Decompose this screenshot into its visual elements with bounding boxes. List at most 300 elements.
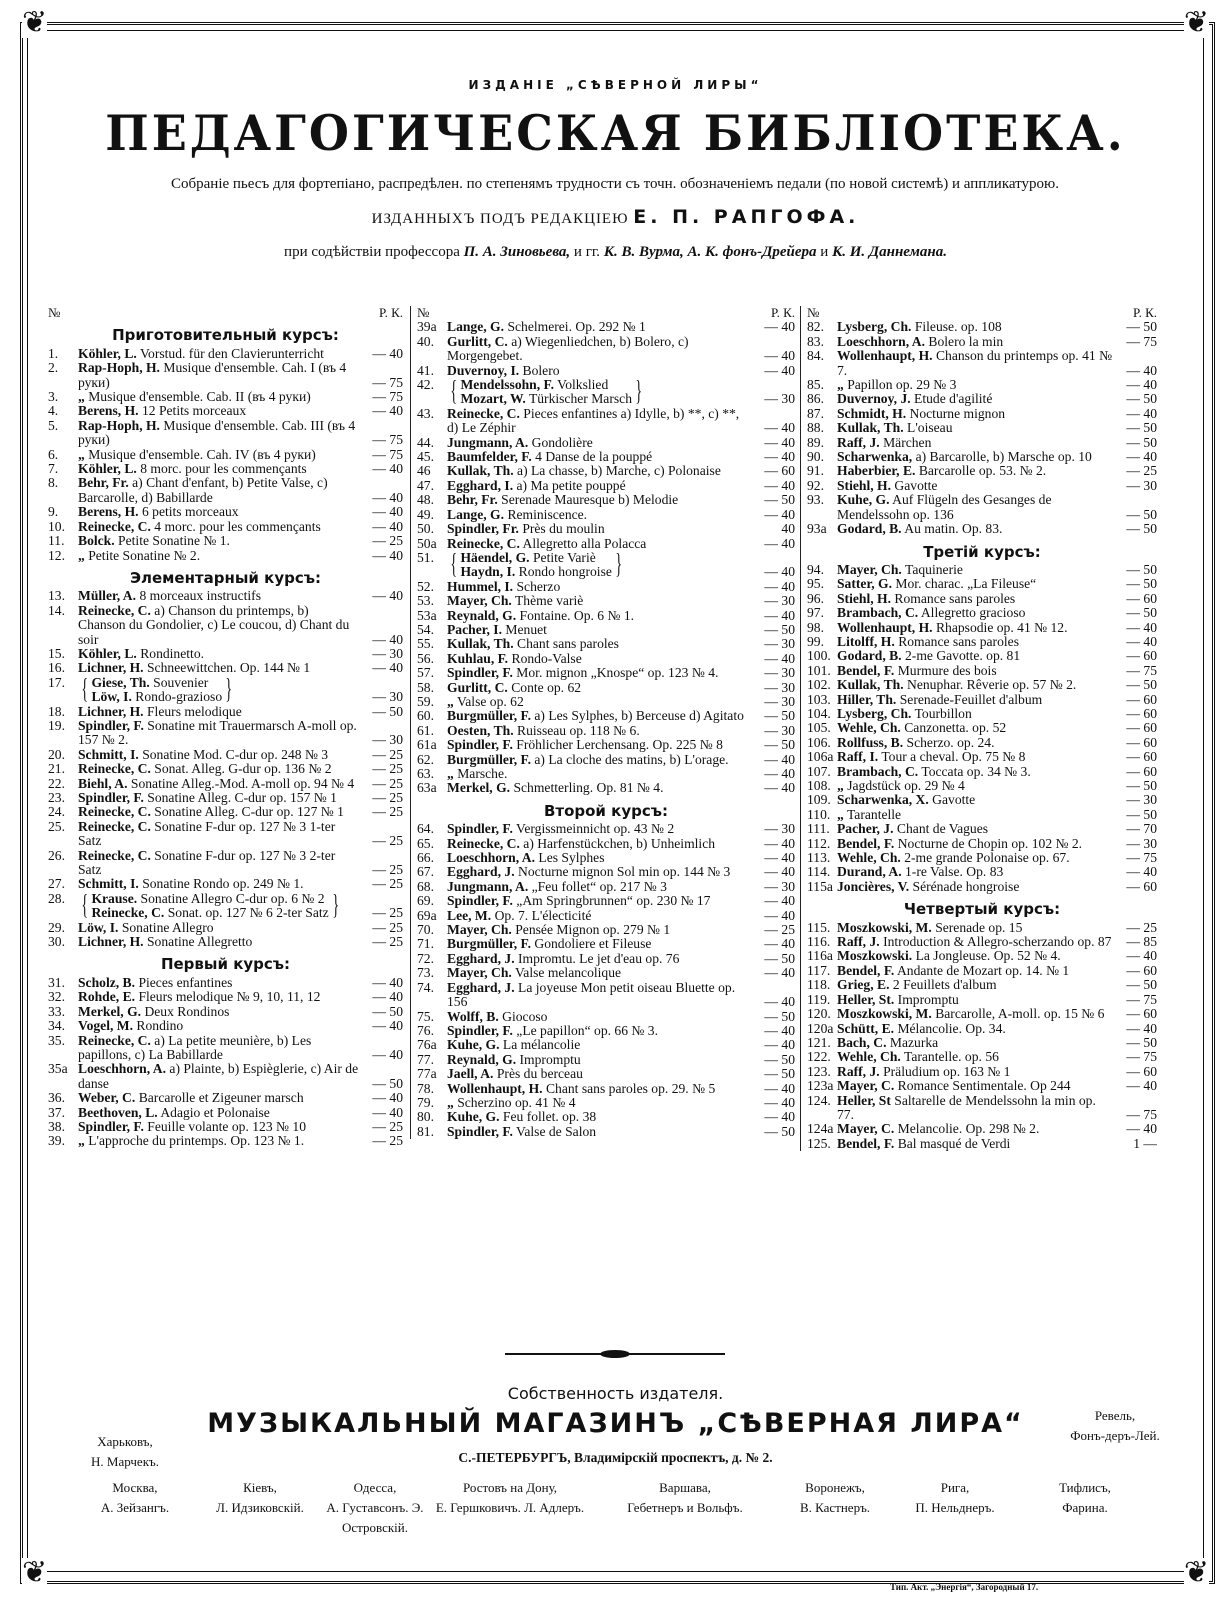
work-title: Canzonetta. op. 52: [904, 720, 1007, 736]
catalog-column-2: [410, 306, 795, 1139]
composer: Kullak, Th.: [837, 677, 904, 693]
entry-number: 58.: [417, 679, 434, 695]
work-title: Sérénade hongroise: [912, 878, 1020, 894]
catalog-entry: [807, 1094, 1157, 1123]
entry-number: 113.: [807, 850, 831, 866]
composer: Wehle, Ch.: [837, 720, 901, 736]
composer: Scharwenka, X.: [837, 792, 929, 808]
composer: Merkel, G.: [78, 1003, 142, 1019]
composer: Gurlitt, C.: [447, 679, 508, 695]
entry-number: 81.: [417, 1123, 434, 1139]
entry-text: [837, 320, 1117, 334]
composer: Rollfuss, B.: [837, 734, 904, 750]
catalog-entry: [807, 808, 1157, 822]
composer: Mozart, W.: [460, 391, 526, 407]
work-title: a) Plainte, b) Espièglerie, c) Air de danse: [78, 1061, 359, 1091]
composer: „: [837, 377, 844, 393]
entry-number: 21.: [48, 761, 65, 777]
entry-number: 11.: [48, 533, 65, 549]
work-title: 2 Feuillets d'album: [892, 977, 997, 993]
entry-number: 26.: [48, 847, 65, 863]
entry-text: [447, 880, 755, 894]
composer: Spindler, F.: [447, 665, 513, 681]
catalog-entry: [417, 580, 795, 594]
work-title: Tarantelle. op. 56: [903, 1049, 999, 1065]
composer: Godard, B.: [837, 648, 902, 664]
assist-text: при содѣйствіи профессора: [284, 244, 460, 260]
entry-number: 76a: [417, 1037, 437, 1053]
composer: Bolck.: [78, 533, 115, 549]
work-title: Gondoliere et Fileuse: [534, 936, 652, 952]
entry-price: — 40: [372, 518, 403, 534]
entry-text: [78, 805, 363, 819]
entry-number: 120.: [807, 1006, 831, 1022]
catalog-entry: [417, 450, 795, 464]
entry-price: — 50: [1126, 521, 1157, 537]
entry-text: [447, 952, 755, 966]
entry-text: [78, 520, 363, 534]
entry-number: 98.: [807, 619, 824, 635]
work-title: Impromptu: [519, 1051, 581, 1067]
composer: Jaell, A.: [447, 1066, 494, 1082]
work-title: Rondino: [136, 1018, 184, 1034]
entry-text: [837, 851, 1117, 865]
composer: Hummel, I.: [447, 578, 514, 594]
entry-price: — 40: [372, 974, 403, 990]
entry-text: [78, 877, 363, 891]
entry-number: 121.: [807, 1034, 831, 1050]
composer: Behr, Fr.: [447, 492, 498, 508]
entry-number: 97.: [807, 605, 824, 621]
composer: Durand, A.: [837, 864, 902, 880]
corner-ornament-icon: ❦: [1183, 6, 1209, 39]
entry-price: — 60: [1126, 734, 1157, 750]
work-title: Rhapsodie op. 41 № 12.: [935, 619, 1068, 635]
entry-number: 50.: [417, 521, 434, 537]
entry-price: — 40: [1126, 1020, 1157, 1036]
entry-price: — 30: [1126, 835, 1157, 851]
entry-text: [447, 709, 755, 723]
entry-price: — 40: [372, 660, 403, 676]
entry-text: [837, 921, 1117, 935]
entry-price: — 40: [764, 965, 795, 981]
entry-number: 4.: [48, 403, 59, 419]
entry-text: [837, 1094, 1117, 1123]
composer: Pacher, J.: [837, 821, 894, 837]
catalog-entry: [48, 877, 403, 891]
branch-agent: [880, 1478, 1030, 1518]
entry-text: [78, 589, 363, 603]
catalog-entry: [417, 594, 795, 608]
composer: Wehle, Ch.: [837, 850, 901, 866]
entry-price: — 25: [372, 1118, 403, 1134]
catalog-entry: [807, 837, 1157, 851]
catalog-entry: [48, 404, 403, 418]
catalog-entry: [807, 993, 1157, 1007]
entry-number: 93.: [807, 492, 824, 508]
entry-text: [447, 493, 755, 507]
entry-price: — 40: [372, 1018, 403, 1034]
catalog-entry: [48, 990, 403, 1004]
entry-price: — 50: [1126, 977, 1157, 993]
catalog-entry: [417, 1125, 795, 1139]
entry-number: 88.: [807, 420, 824, 436]
entry-number: 46: [417, 463, 431, 479]
entry-price: — 60: [1126, 691, 1157, 707]
entry-number: 44.: [417, 434, 434, 450]
entry-price: — 40: [372, 1104, 403, 1120]
entry-price: — 50: [764, 1051, 795, 1067]
composer: Egghard, J.: [447, 864, 515, 880]
work-title: Sonat. Alleg. G-dur op. 136 № 2: [154, 761, 332, 777]
entry-number: 91.: [807, 463, 824, 479]
entry-price: — 40: [764, 348, 795, 364]
work-title: Fleurs melodique № 9, 10, 11, 12: [138, 989, 321, 1005]
work-title: Allegretto alla Polacca: [522, 535, 647, 551]
work-title: Sonatine Mod. C-dur op. 248 № 3: [142, 746, 329, 762]
catalog-entry: [48, 520, 403, 534]
entry-price: — 40: [372, 631, 403, 647]
catalog-entry: [48, 935, 403, 949]
entry-price: — 25: [372, 804, 403, 820]
entry-text: [837, 1122, 1117, 1136]
composer: Moszkowski, M.: [837, 919, 932, 935]
brace-icon: {: [81, 674, 89, 706]
catalog-entry: [417, 1096, 795, 1110]
entry-text: [447, 652, 755, 666]
entry-price: — 50: [1126, 677, 1157, 693]
composer: Löw, I.: [78, 919, 119, 935]
entry-text: [837, 822, 1117, 836]
composer: Lichner, H.: [78, 934, 144, 950]
entry-number: 13.: [48, 588, 65, 604]
composer: Reinecke, C.: [78, 602, 151, 618]
work-title: Chant de Vagues: [896, 821, 989, 837]
catalog-entry: [417, 894, 795, 908]
entry-number: 89.: [807, 434, 824, 450]
work-title: „Le papillon“ op. 66 № 3.: [516, 1022, 658, 1038]
work-title: Märchen: [883, 434, 932, 450]
work-title: Rondinetto.: [140, 645, 205, 661]
entry-number: 40.: [417, 333, 434, 349]
entry-text: [837, 721, 1117, 735]
composer: Köhler, L.: [78, 345, 137, 361]
entry-text: [837, 563, 1117, 577]
catalog-entry: [807, 450, 1157, 464]
catalog-entry: [807, 750, 1157, 764]
catalog-entry: [807, 407, 1157, 421]
entry-price: — 25: [1126, 463, 1157, 479]
entry-text: [447, 681, 755, 695]
work-title: Chanson du printemps op. 41 № 7.: [837, 348, 1113, 378]
entry-price: 1 —: [1133, 1135, 1157, 1151]
entry-price: — 25: [372, 919, 403, 935]
entry-price: — 40: [764, 850, 795, 866]
branch-city: Ревель,: [1094, 1408, 1136, 1423]
work-title: „Am Springbrunnen“ op. 230 № 17: [516, 893, 711, 909]
page-title: ПЕДАГОГИЧЕСКАЯ БИБЛІОТЕКА.: [105, 104, 1126, 162]
work-title: Fleurs melodique: [147, 703, 242, 719]
catalog-entry: [807, 577, 1157, 591]
entry-number: 48.: [417, 492, 434, 508]
catalog-entry: [48, 1005, 403, 1019]
work-title: Fileuse. op. 108: [914, 319, 1002, 335]
work-title: 8 morceaux instructifs: [139, 588, 261, 604]
work-title: Impromtu. Le jet d'eau op. 76: [518, 950, 680, 966]
entry-text: [447, 464, 755, 478]
work-title: Rondo-grazioso: [135, 689, 223, 705]
entry-number: 120a: [807, 1020, 834, 1036]
entry-number: 18.: [48, 703, 65, 719]
work-title: 4 Danse de la pouppé: [535, 449, 653, 465]
composer: Stiehl, H.: [837, 477, 892, 493]
entry-number: 80.: [417, 1109, 434, 1125]
catalog-entry: [417, 981, 795, 1010]
work-title: a) La petite meunière, b) Les papillons, c) La Babillarde: [78, 1032, 312, 1062]
entry-price: — 40: [372, 504, 403, 520]
composer: Bendel, F.: [837, 962, 895, 978]
composer: Hiller, Th.: [837, 691, 897, 707]
entry-text: [837, 964, 1117, 978]
entry-text: [447, 522, 755, 536]
work-title: Scherzo. op. 24.: [906, 734, 995, 750]
catalog-entry: [48, 1106, 403, 1120]
entry-text: [837, 378, 1117, 392]
work-title: Präludium op. 163 № 1: [883, 1063, 1011, 1079]
composer: Berens, H.: [78, 504, 139, 520]
catalog-entry: [417, 837, 795, 851]
work-title: Sonatine Rondo op. 249 № 1.: [142, 876, 304, 892]
branch-agent: [1040, 1406, 1190, 1446]
composer: Jungmann, A.: [447, 434, 529, 450]
work-title: Fontaine. Op. 6 № 1.: [519, 607, 635, 623]
entry-text: [78, 462, 363, 476]
entry-number: 31.: [48, 974, 65, 990]
work-title: Valse melancolique: [514, 965, 622, 981]
entry-text: [447, 837, 755, 851]
entry-text: [447, 580, 755, 594]
entry-number: 122.: [807, 1049, 831, 1065]
catalog-entry: [48, 448, 403, 462]
entry-number: 16.: [48, 660, 65, 676]
column-number-header: №: [417, 305, 430, 320]
entry-price: — 70: [1126, 821, 1157, 837]
catalog-entry: [48, 748, 403, 762]
work-title: Papillon op. 29 № 3: [847, 377, 957, 393]
entry-number: 124a: [807, 1121, 834, 1137]
entry-price: — 50: [1126, 576, 1157, 592]
composer: Jungmann, A.: [447, 878, 529, 894]
entry-number: 115.: [807, 919, 831, 935]
catalog-entry: [807, 464, 1157, 478]
entry-text: [78, 347, 363, 361]
entry-text: [78, 404, 363, 418]
composer: Krause.: [91, 890, 138, 906]
catalog-entry: [417, 781, 795, 795]
composer: Moszkowski, M.: [837, 1006, 932, 1022]
entry-price: — 40: [764, 564, 795, 580]
work-title: 2-me Gavotte. op. 81: [905, 648, 1021, 664]
entry-text: [837, 436, 1117, 450]
entry-text: [447, 865, 755, 879]
entry-text: [447, 1110, 755, 1124]
entry-price: — 40: [764, 907, 795, 923]
entry-number: 6.: [48, 446, 59, 462]
entry-price: — 50: [1126, 605, 1157, 621]
work-title: Mélancolie. Op. 34.: [897, 1020, 1006, 1036]
catalog-entry: [807, 421, 1157, 435]
entry-number: 107.: [807, 763, 831, 779]
work-title: L'approche du printemps. Op. 123 № 1.: [88, 1133, 305, 1149]
entry-text: [447, 378, 755, 407]
entry-text: [837, 606, 1117, 620]
entry-price: — 40: [764, 893, 795, 909]
branch-city: Одесса,: [353, 1480, 397, 1495]
entry-number: 62.: [417, 751, 434, 767]
work-title: Barcarolle et Zigeuner marsch: [138, 1090, 304, 1106]
entry-price: — 25: [372, 1133, 403, 1149]
entry-number: 73.: [417, 965, 434, 981]
entry-number: 53a: [417, 607, 437, 623]
subtitle: Собраніе пьесъ для фортепіано, распредѣлен. по степенямъ трудности съ точн. обозначеніемъ педали (по новой системѣ) и аппликатурою.: [171, 176, 1059, 192]
composer: Burgmüller, F.: [447, 708, 531, 724]
catalog-entry: [417, 378, 795, 407]
catalog-entry: [417, 320, 795, 334]
composer: Burgmüller, F.: [447, 751, 531, 767]
corner-ornament-icon: ❦: [22, 6, 48, 39]
entry-text: [78, 1019, 363, 1033]
entry-text: [447, 767, 755, 781]
entry-price: — 30: [764, 878, 795, 894]
entry-price: — 75: [1126, 991, 1157, 1007]
composer: Brambach, C.: [837, 763, 919, 779]
entry-number: 25.: [48, 818, 65, 834]
composer: Raff, J.: [837, 434, 880, 450]
entry-price: — 40: [372, 461, 403, 477]
work-title: Sonatine Alleg.-Mod. A-moll op. 94 № 4: [130, 775, 355, 791]
entry-price: — 30: [764, 679, 795, 695]
composer: Wollenhaupt, H.: [447, 1080, 543, 1096]
catalog-entry: [417, 822, 795, 836]
catalog-entry: [807, 678, 1157, 692]
entry-number: 119.: [807, 991, 831, 1007]
composer: Rohde, E.: [78, 989, 136, 1005]
work-title: Etude d'agilité: [914, 391, 993, 407]
composer: Lichner, H.: [78, 703, 144, 719]
brace-icon: {: [450, 376, 458, 408]
work-title: Introduction & Allegro-scherzando op. 87: [883, 934, 1112, 950]
work-title: Musique d'ensemble. Cah. I (въ 4 руки): [78, 360, 347, 390]
entry-number: 94.: [807, 561, 824, 577]
composer: Kullak, Th.: [447, 636, 514, 652]
work-title: Vorstud. für den Clavierunterricht: [139, 345, 324, 361]
entry-text: [78, 1120, 363, 1134]
entry-price: — 30: [764, 636, 795, 652]
entry-price: — 50: [1126, 778, 1157, 793]
composer: Baumfelder, F.: [447, 449, 532, 465]
catalog-entry: [417, 1110, 795, 1124]
entry-number: 52.: [417, 578, 434, 594]
catalog-entry: [48, 462, 403, 476]
entry-text: [78, 661, 363, 675]
entry-price: — 25: [764, 922, 795, 938]
catalog-entry: [417, 637, 795, 651]
entry-text: [78, 935, 363, 949]
entry-price: — 25: [372, 905, 403, 921]
composer: Giese, Th.: [91, 674, 150, 690]
composer: Duvernoy, I.: [447, 362, 520, 378]
catalog-entry: [807, 851, 1157, 865]
work-title: Murmure des bois: [897, 662, 997, 678]
entry-text: [837, 1022, 1117, 1036]
work-title: L'oiseau: [907, 420, 953, 436]
composer: „: [78, 446, 85, 462]
work-title: a) Barcarolle, b) Marsche op. 10: [915, 449, 1092, 465]
work-title: Bolero la min: [928, 333, 1004, 349]
entry-number: 24.: [48, 804, 65, 820]
entry-text: [78, 534, 363, 548]
entry-price: — 60: [1126, 1063, 1157, 1079]
entry-price: — 30: [764, 821, 795, 837]
entry-number: 106.: [807, 734, 831, 750]
work-title: Tourbillon: [914, 705, 972, 721]
entry-price: — 40: [764, 319, 795, 335]
entry-price: — 40: [372, 1046, 403, 1062]
entry-number: 53.: [417, 593, 434, 609]
corner-ornament-icon: ❦: [22, 1556, 48, 1589]
entry-price: — 60: [1126, 763, 1157, 779]
catalog-entry: [807, 721, 1157, 735]
entry-price: — 75: [372, 374, 403, 390]
entry-number: 60.: [417, 708, 434, 724]
section-heading: Четвертый курсъ:: [903, 900, 1061, 919]
entry-text: [837, 621, 1117, 635]
work-title: Mor. mignon „Knospe“ op. 123 № 4.: [516, 665, 719, 681]
entry-number: 38.: [48, 1118, 65, 1134]
catalog-entry: [417, 1010, 795, 1024]
composer: Reinecke, C.: [91, 905, 165, 921]
work-title: 2-me grande Polonaise op. 67.: [904, 850, 1070, 866]
catalog-entry: [807, 522, 1157, 536]
entry-price: — 25: [372, 746, 403, 762]
catalog-entry: [807, 1050, 1157, 1064]
entry-price: — 60: [1126, 1006, 1157, 1022]
work-title: Pieces enfantines: [138, 974, 233, 990]
catalog-entry: [807, 779, 1157, 793]
work-title: Romance Sentimentale. Op 244: [897, 1078, 1071, 1094]
entry-price: — 50: [764, 1008, 795, 1024]
entry-number: 103.: [807, 691, 831, 707]
entry-text: [837, 1036, 1117, 1050]
entry-price: — 40: [764, 751, 795, 767]
catalog-entry: [417, 666, 795, 680]
composer: Moszkowski.: [837, 948, 913, 964]
composer: Bendel, F.: [837, 662, 895, 678]
catalog-entry: [807, 978, 1157, 992]
entry-text: [837, 392, 1117, 406]
catalog-entry: [48, 419, 403, 448]
work-title: Sonatine Allegretto: [147, 934, 253, 950]
entry-price: — 25: [372, 833, 403, 849]
assist-text: и: [820, 244, 829, 260]
entry-price: — 85: [1126, 934, 1157, 950]
column-header: [807, 306, 1157, 320]
entry-number: 72.: [417, 950, 434, 966]
entry-price: — 25: [372, 775, 403, 791]
entry-number: 28.: [48, 890, 65, 906]
entry-number: 49.: [417, 506, 434, 522]
shop-address: С.-ПЕТЕРБУРГЪ, Владимірскій проспектъ, д. № 2.: [458, 1450, 773, 1465]
